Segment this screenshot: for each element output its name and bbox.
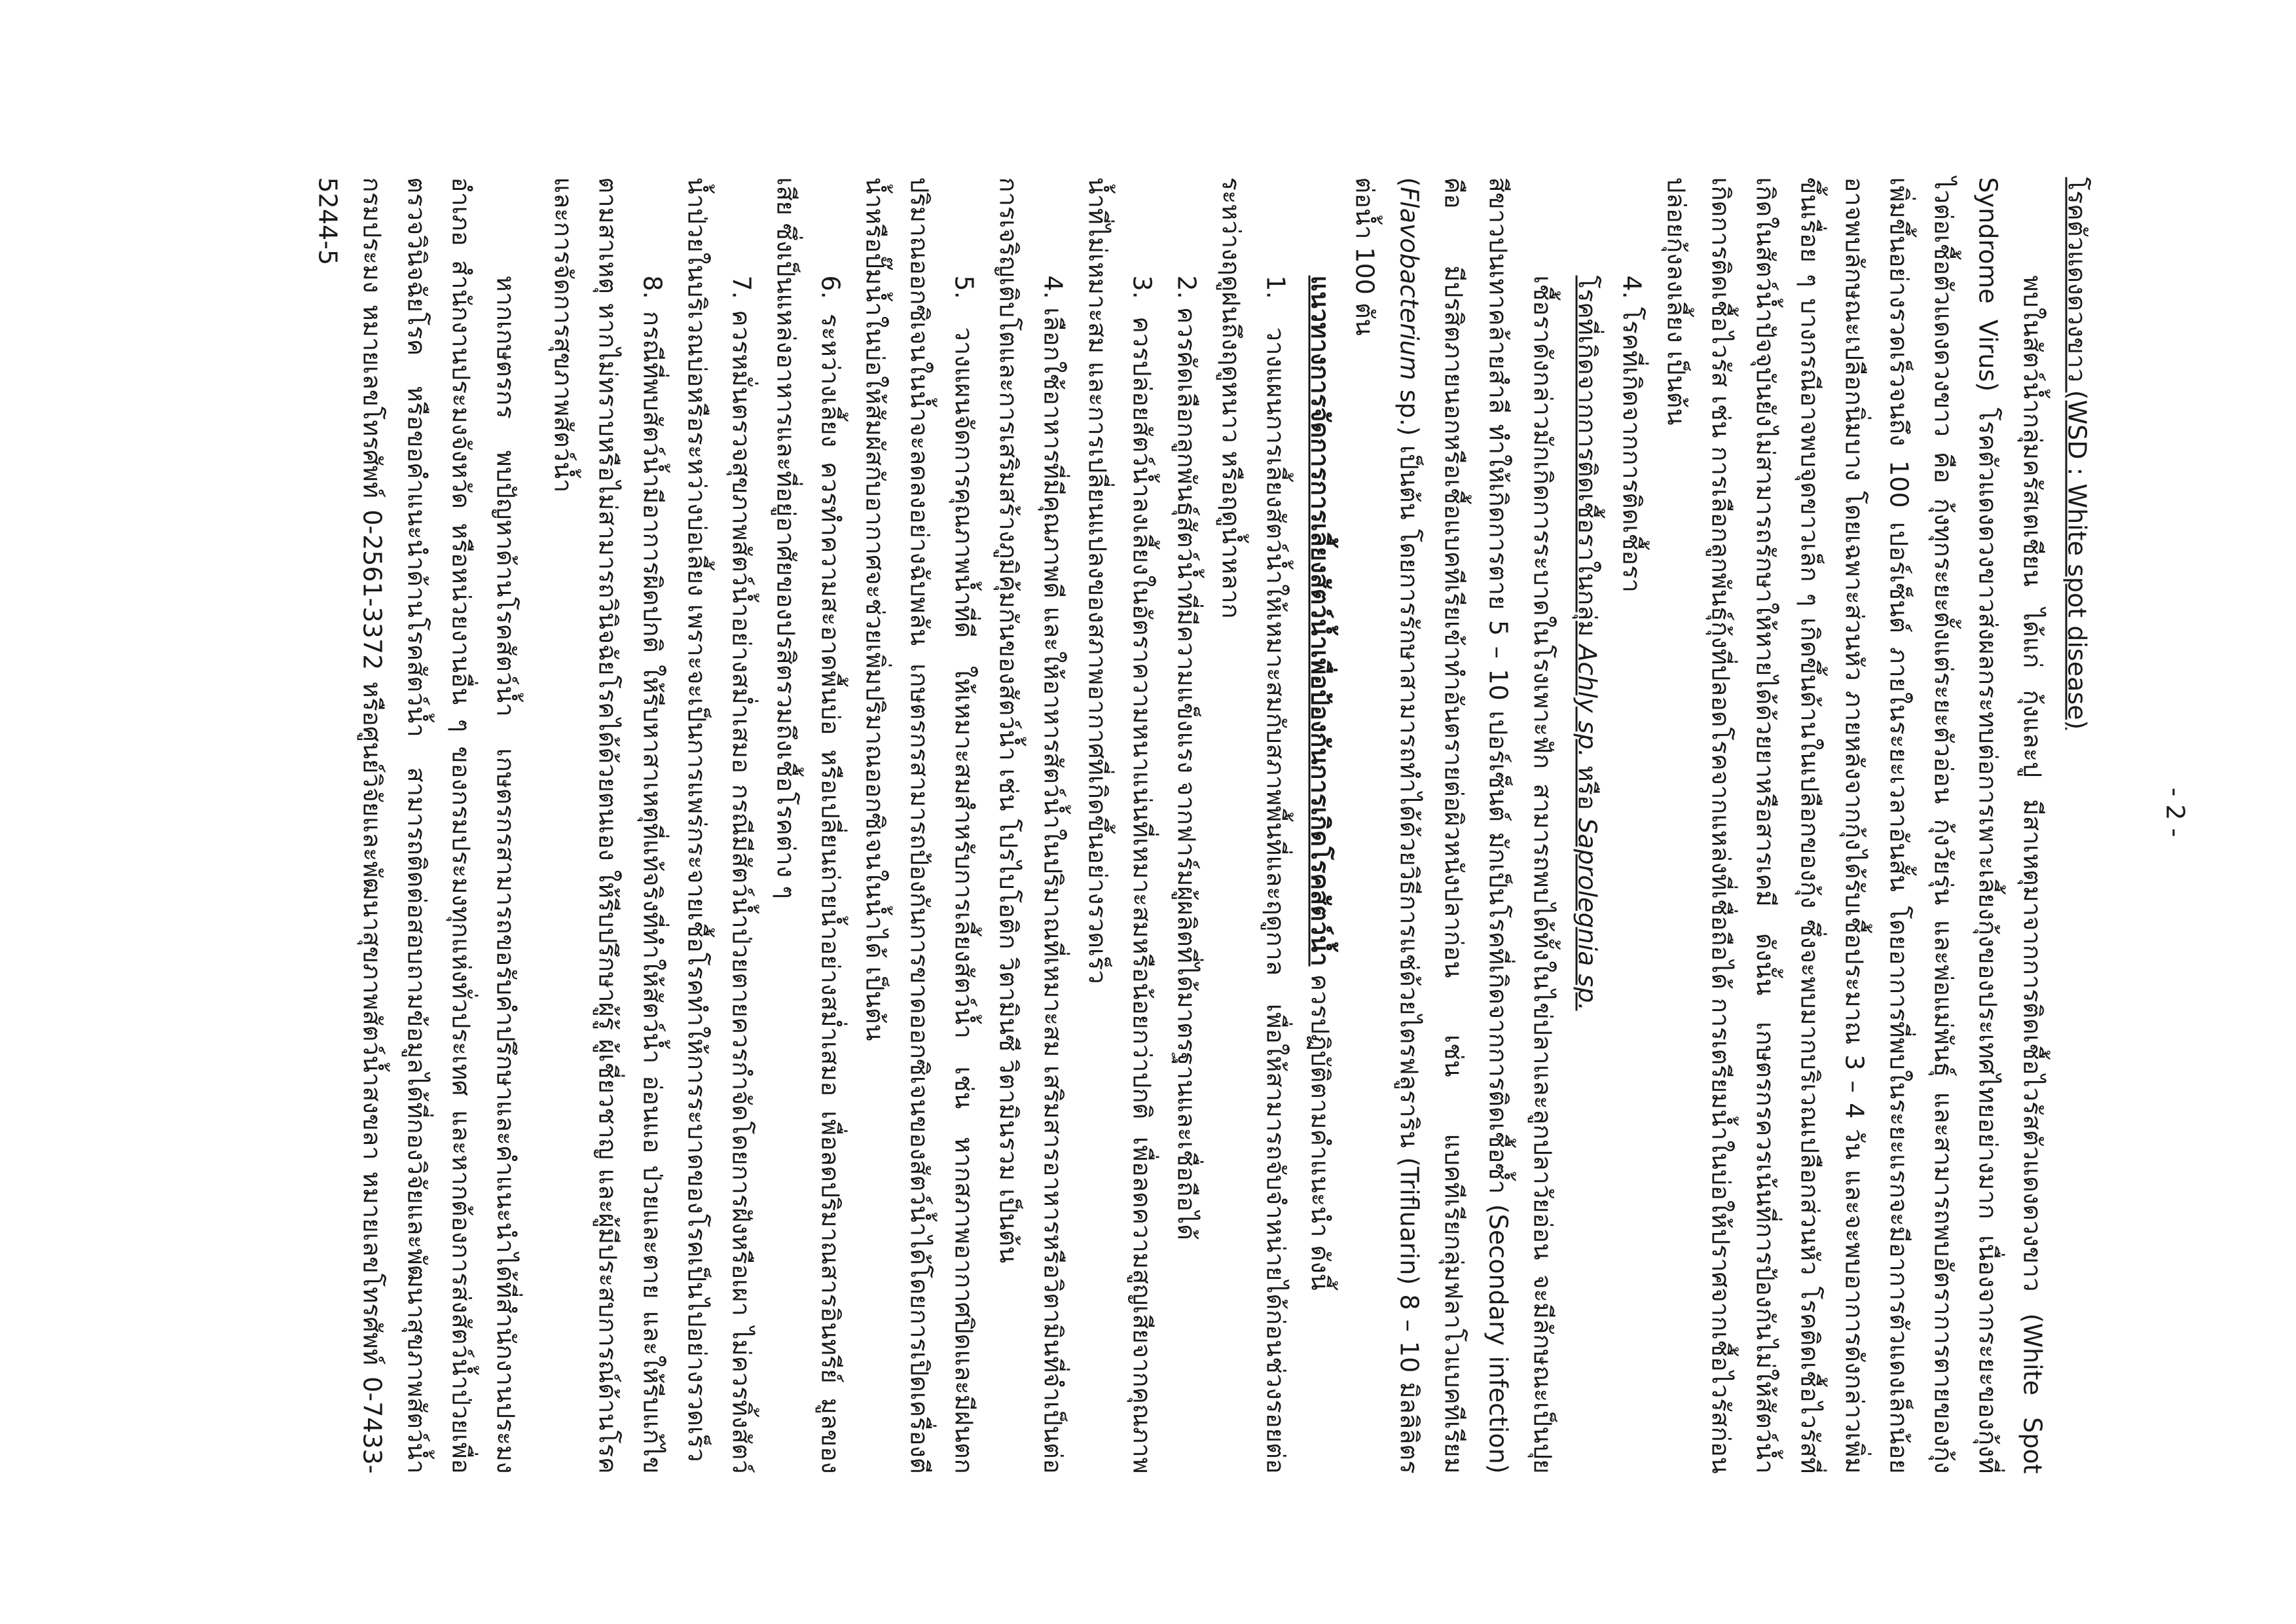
guideline-item: 3. ควรปล่อยสัตว์น้ำลงเลี้ยงในอัตราความหนาแน่นที่เหมาะสมหรือน้อยกว่าปกติ เพื่อลดความสูญเสียจากคุณภาพน้ำที่ไม่เหมาะสม และการเปลี่ยนแปลงของสภาพอากาศที่เกิดขึ้นอย่างรวดเร็ว <box>1083 177 1157 1474</box>
guideline-item: 7. ควรหมั่นตรวจสุขภาพสัตว์น้ำอย่างสม่ำเสมอ กรณีมีสัตว์น้ำป่วยตายควรกำจัดโดยการฝังหรือเผา ไม่ควรทิ้งสัตว์น้ำป่วยในบริเวณบ่อหรือระหว่างบ่อเลี้ยง เพราะจะเป็นการแพร่กระจายเชื้อโรคทำให้การระบาดของโรคเป็นไปอย่างรวดเร็ว <box>682 177 756 1474</box>
fungal-subheading-mid: หรือ <box>1573 757 1602 819</box>
guideline-item: 5. วางแผนจัดการคุณภาพน้ำที่ดี ให้เหมาะสมสำหรับการเลี้ยงสัตว์น้ำ เช่น หากสภาพอากาศปิดและมีฝนตก ปริมาณออกซิเจนในน้ำจะลดลงอย่างฉับพลัน เกษตรกรสามารถป้องกันการขาดออกซิเจนของสัตว์น้ำได้โดยการเปิดเครื่องตีน้ำหรือปั๊มน้ำในบ่อให้สัมผัสกับอากาศจะช่วยเพิ่มปริมาณออกซิเจนในน้ำได้ เป็นต้น <box>860 177 979 1474</box>
guideline-item: 2. ควรคัดเลือกลูกพันธุ์สัตว์น้ำที่มีความแข็งแรง จากฟาร์มผู้ผลิตที่ได้มาตรฐานและเชื่อถือได้ <box>1172 275 1201 1240</box>
fungal-paragraph <box>1343 177 1565 1474</box>
fungal-section-heading: 4. โรคที่เกิดจากการติดเชื้อรา <box>1617 275 1647 593</box>
fungal-paragraph-part1: เชื้อราดังกล่าวมักเกิดการระบาดในโรงเพาะฟัก สามารถพบได้ทั้งในไข่ปลาและลูกปลาวัยอ่อน จะมีลักษณะเป็นปุยสีขาวปนเทาคล้ายสำลี ทำให้เกิดการตาย 5 – 10 เปอร์เซ็นต์ มักเป็นโรคที่เกิดจากการติดเชื้อซ้ำ (Secondary infection) คือ มีปรสิตภายนอกหรือเชื้อแบคทีเรียเข้าทำอันตรายต่อผิวหนังปลาก่อน เช่น แบคทีเรียกลุ่มฟลาโวแบคทีเรียม ( <box>1394 177 1558 1474</box>
fungal-subheading <box>1565 177 1610 1474</box>
guideline-item: 4. เลือกใช้อาหารที่มีคุณภาพดี และให้อาหารสัตว์น้ำในปริมาณที่เหมาะสม เสริมสารอาหารหรือวิตามินที่จำเป็นต่อการเจริญเติบโตและการเสริมสร้างภูมิคุ้มกันของสัตว์น้ำ เช่น โปรไบโอติก วิตามินซี วิตามินรวม เป็นต้น <box>994 177 1068 1474</box>
genus-saprolegnia: Saprolegnia sp. <box>1573 818 1602 1011</box>
guideline-item: 6. ระหว่างเลี้ยง ควรทำความสะอาดพื้นบ่อ หรือเปลี่ยนถ่ายน้ำอย่างสม่ำเสมอ เพื่อลดปริมาณสารอินทรีย์ มูลของเสีย ซึ่งเป็นแหล่งอาหารและที่อยู่อาศัยของปรสิตรวมถึงเชื้อโรคต่าง ๆ <box>771 177 845 1474</box>
contact-paragraph: หากเกษตรกร พบปัญหาด้านโรคสัตว์น้ำ เกษตรกรสามารถขอรับคำปรึกษาและคำแนะนำได้ที่สำนักงานประมงอำเภอ สำนักงานประมงจังหวัด หรือหน่วยงานอื่น ๆ ของกรมประมงทุกแห่งทั่วประเทศ และหากต้องการส่งสัตว์น้ำป่วยเพื่อตรวจวินิจฉัยโรค หรือขอคำแนะนำด้านโรคสัตว์น้ำ สามารถติดต่อสอบถามข้อมูลได้ที่กองวิจัยและพัฒนาสุขภาพสัตว์น้ำ กรมประมง หมายเลขโทรศัพท์ 0-2561-3372 หรือศูนย์วิจัยและพัฒนาสุขภาพสัตว์น้ำสงขลา หมายเลขโทรศัพท์ 0-7433-5244-5 <box>313 177 520 1474</box>
guideline-item: 8. กรณีที่พบสัตว์น้ำมีอาการผิดปกติ ให้รีบหาสาเหตุที่แท้จริงที่ทำให้สัตว์น้ำ อ่อนแอ ป่วยและตาย และให้รีบแก้ไขตามสาเหตุ หากไม่ทราบหรือไม่สามารถวินิจฉัยโรคได้ด้วยตนเอง ให้รีบปรึกษาผู้รู้ ผู้เชี่ยวชาญ และผู้มีประสบการณ์ด้านโรคและการจัดการสุขภาพสัตว์น้ำ <box>549 177 667 1474</box>
spacer <box>528 177 541 1474</box>
document-body <box>306 177 2100 1474</box>
wsd-paragraph: พบในสัตว์น้ำกลุ่มครัสเตเชียน ได้แก่ กุ้งและปู มีสาเหตุมาจากการติดเชื้อไวรัสตัวแดงดวงขาว (White Spot Syndrome Virus) โรคตัวแดงดวงขาวส่งผลกระทบต่อการเพาะเลี้ยงกุ้งของประเทศไทยอย่างมาก เนื่องจากระยะของกุ้งที่ไวต่อเชื้อตัวแดงดวงขาว คือ กุ้งทุกระยะตั้งแต่ระยะตัวอ่อน กุ้งวัยรุ่น และพ่อแม่พันธุ์ และสามารถพบอัตราการตายของกุ้งเพิ่มขึ้นอย่างรวดเร็วจนถึง 100 เปอร์เซ็นต์ ภายในระยะเวลาอันสั้น โดยอาการที่พบในระยะแรกจะมีอาการตัวแดงเล็กน้อย อาจพบลักษณะเปลือกนิ่มบาง โดยเฉพาะส่วนหัว ภายหลังจากกุ้งได้รับเชื้อประมาณ 3 – 4 วัน และจะพบอาการดังกล่าวเพิ่มขึ้นเรื่อย ๆ บางกรณีอาจพบจุดขาวเล็ก ๆ เกิดขึ้นด้านในเปลือกของกุ้ง ซึ่งจะพบมากบริเวณเปลือกส่วนหัว โรคติดเชื้อไวรัสที่เกิดในสัตว์น้ำปัจจุบันยังไม่สามารถรักษาให้หายได้ด้วยยาหรือสารเคมี ดังนั้น เกษตรกรควรเน้นที่การป้องกันไม่ให้สัตว์น้ำเกิดการติดเชื้อไวรัส เช่น การเลือกลูกพันธุ์กุ้งที่ปลอดโรคจากแหล่งที่เชื่อถือได้ การเตรียมน้ำในบ่อให้ปราศจากเชื้อไวรัสก่อนปล่อยกุ้งลงเลี้ยง เป็นต้น <box>1662 177 2047 1474</box>
fungal-subheading-prefix: โรคที่เกิดจากการติดเชื้อราในกลุ่ม <box>1573 275 1602 645</box>
species-flavobacterium: Flavobacterium <box>1394 187 1424 380</box>
guidelines-intro <box>1298 177 1343 1474</box>
guidelines-heading: แนวทางการจัดการการเลี้ยงสัตว์น้ำเพื่อป้องกันการเกิดโรคสัตว์น้ำ <box>1305 275 1335 967</box>
page-number: - 2 - <box>2160 787 2190 838</box>
wsd-heading: โรคตัวแดงดวงขาว (WSD : White spot disease) <box>2062 177 2092 730</box>
genus-achly: Achly sp. <box>1573 644 1602 758</box>
rotated-document <box>0 1 2296 1624</box>
guidelines-heading-tail: ควรปฏิบัติตามคำแนะนำ ดังนี้ <box>1305 966 1335 1291</box>
guideline-item: 1. วางแผนการเลี้ยงสัตว์น้ำให้เหมาะสมกับสภาพพื้นที่และฤดูกาล เพื่อให้สามารถจับจำหน่ายได้ก่อนช่วงรอยต่อระหว่างฤดูฝนถึงฤดูหนาว หรือฤดูน้ำหลาก <box>1216 177 1290 1474</box>
fungal-paragraph-part2: sp.) เป็นต้น โดยการรักษาสามารถทำได้ด้วยวิธีการแช่ด้วยไตรฟลูราริน (Trifluarin) 8 – 10 มิลลิลิตรต่อน้ำ 100 ตัน <box>1350 177 1424 1474</box>
